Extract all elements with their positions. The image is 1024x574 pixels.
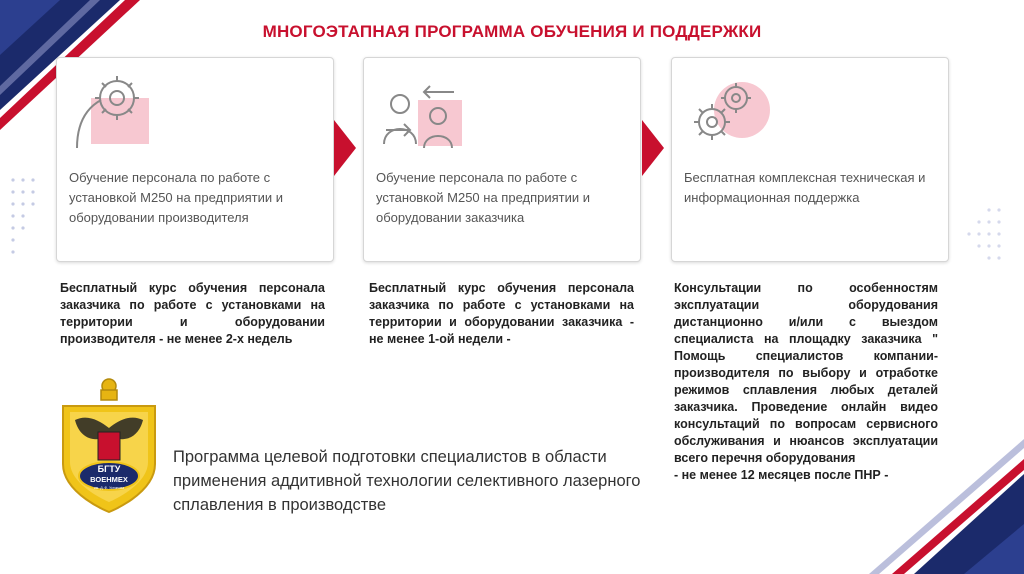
gear-person-icon xyxy=(69,70,159,150)
description-3 xyxy=(674,280,938,484)
logo-line-3: им. Д. Ф. Устинова xyxy=(93,486,125,490)
card-text: Бесплатная комплексная техническая и информационная поддержка xyxy=(684,170,926,205)
logo-line-1: БГТУ xyxy=(97,464,121,474)
card-training-customer xyxy=(363,57,641,262)
people-exchange-icon xyxy=(376,70,466,150)
description-3-main: Консультации по особенностям эксплуатации оборудования дистанционно и/или с выездом специалиста на площадку заказчика " Помощь специалистов компании-производителя по выбору и отработке режимов сплавления любых деталей заказчика. Проведение онлайн видео консультаций по вопросам сервисного обслуживания и нюансов эксплуатации всего перечня оборудования xyxy=(674,281,938,465)
card-technical-support xyxy=(671,57,949,262)
card-text: Обучение персонала по работе с установкой М250 на предприятии и оборудовании производителя xyxy=(69,170,284,225)
description-3-suffix: после ПНР - xyxy=(814,468,889,482)
slide-title: МНОГОЭТАПНАЯ ПРОГРАММА ОБУЧЕНИЯ И ПОДДЕРЖКИ xyxy=(262,22,762,41)
logo-line-2: ВОЕНМЕХ xyxy=(90,475,128,484)
program-description: Программа целевой подготовки специалистов в области применения аддитивной технологии селективного лазерного сплавления в производстве xyxy=(173,448,641,514)
arrow-right-icon xyxy=(334,120,356,176)
description-3-duration: 12 месяцев xyxy=(740,468,811,482)
card-training-manufacturer xyxy=(56,57,334,262)
card-text: Обучение персонала по работе с установкой М250 на предприятии и оборудовании заказчика xyxy=(376,170,591,225)
gears-icon xyxy=(684,70,774,150)
bgtu-voenmeh-logo xyxy=(55,376,163,516)
description-3-prefix: - не менее xyxy=(674,468,738,482)
arrow-right-icon xyxy=(642,120,664,176)
description-2: Бесплатный курс обучения персонала заказчика по работе с установками на территории и оборудовании заказчика - не менее 1-ой недели - xyxy=(369,281,634,346)
description-1: Бесплатный курс обучения персонала заказчика по работе с установками на территории и оборудовании производителя - не менее 2-х недель xyxy=(60,281,325,346)
